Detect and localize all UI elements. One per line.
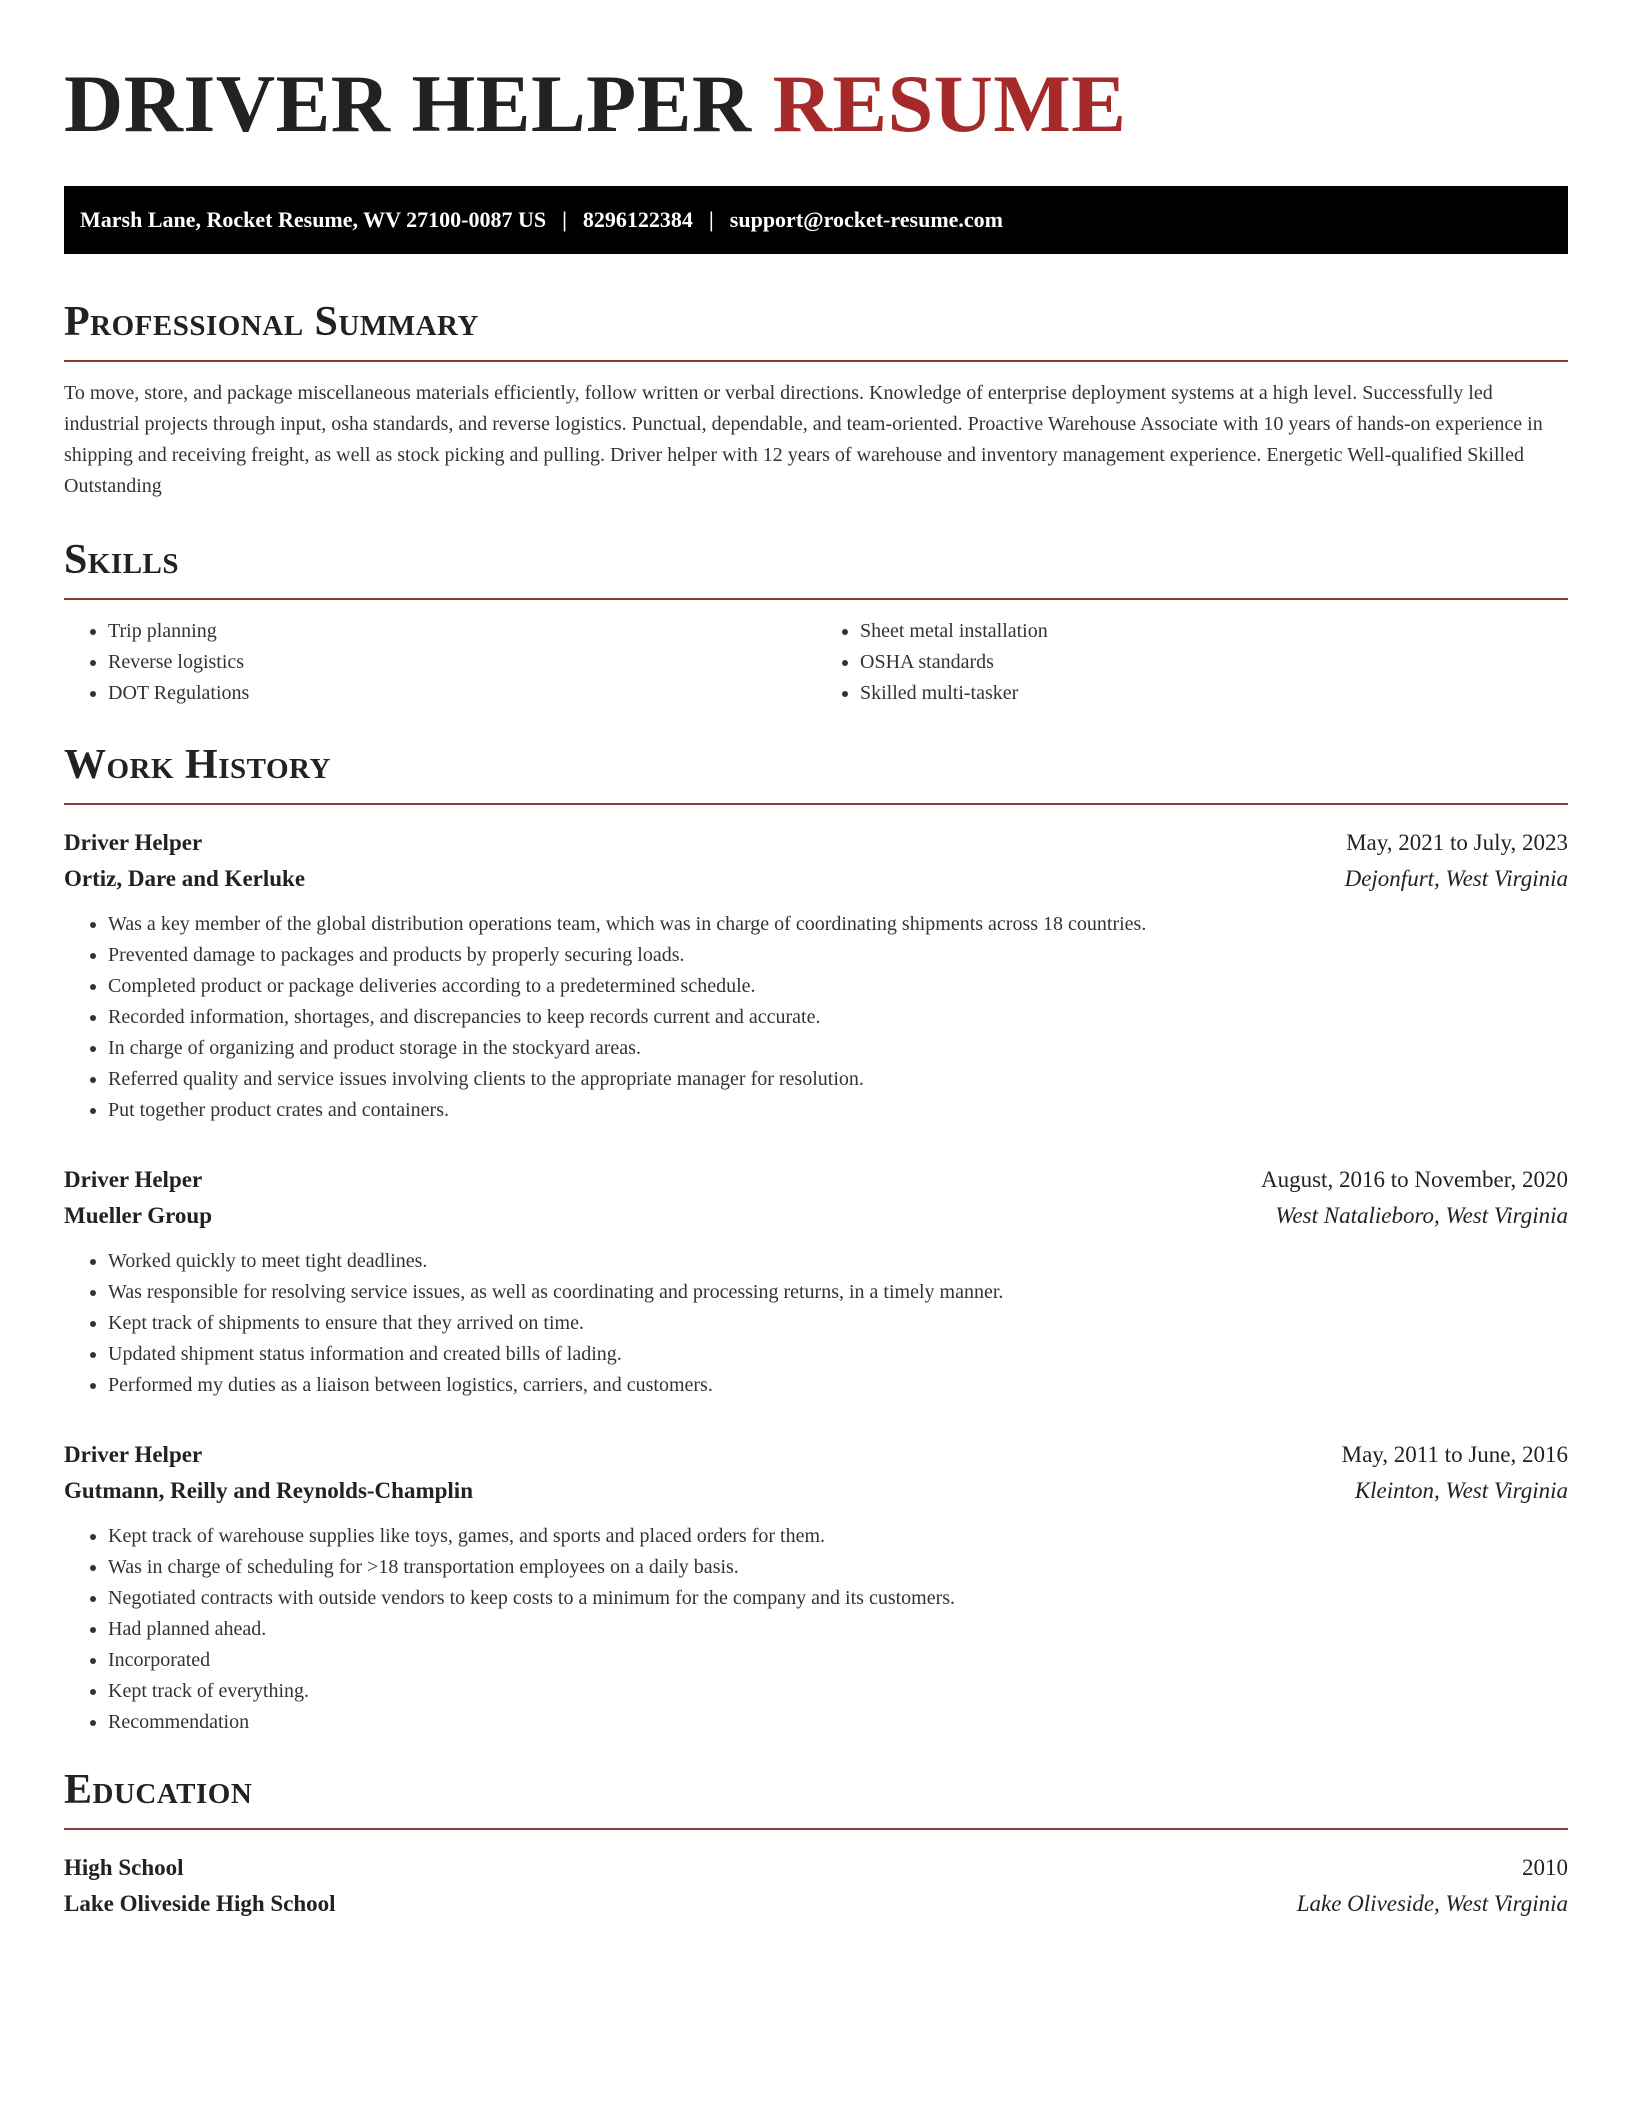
job-entry xyxy=(64,1437,1568,1738)
job-entry xyxy=(64,825,1568,1126)
job-bullet: • Completed product or package deliveries according to a predetermined schedule. xyxy=(108,971,1568,1002)
job-title: Driver Helper xyxy=(64,830,203,855)
education-heading: Education xyxy=(64,1767,253,1813)
job-header-row xyxy=(64,1437,1568,1473)
job-bullets xyxy=(64,1521,1568,1738)
job-bullet: • Negotiated contracts with outside vendors to keep costs to a minimum for the company and its customers. xyxy=(108,1583,1568,1614)
section-divider xyxy=(64,1828,1568,1830)
education-entry xyxy=(64,1850,1568,1922)
contact-email[interactable]: support@rocket-resume.com xyxy=(729,207,1003,232)
work-section xyxy=(64,741,1568,1738)
skills-heading: Skills xyxy=(64,537,180,583)
education-location: Lake Oliveside, West Virginia xyxy=(1296,1891,1568,1916)
summary-text: To move, store, and package miscellaneous materials efficiently, follow written or verbal directions. Knowledge of enterprise deployment systems at a high level. Successfully led industrial projects through input, osha standards, and reverse logistics. Punctual, dependable, and team-oriented. Proactive Warehouse Associate with 10 years of hands-on experience in shipping and receiving freight, as well as stock picking and pulling. Driver helper with 12 years of warehouse and inventory management experience. Energetic Well-qualified Skilled Outstanding xyxy=(64,382,1543,497)
resume-title xyxy=(64,0,1568,152)
education-degree: High School xyxy=(64,1855,184,1880)
skill-item: • Trip planning xyxy=(108,616,816,647)
title-main: DRIVER HELPER xyxy=(64,58,752,149)
job-bullet: • Performed my duties as a liaison between logistics, carriers, and customers. xyxy=(108,1370,1568,1401)
job-bullet: • Recommendation xyxy=(108,1707,1568,1738)
contact-separator: | xyxy=(708,207,714,232)
job-company: Ortiz, Dare and Kerluke xyxy=(64,866,306,891)
job-bullets xyxy=(64,909,1568,1126)
education-school-row xyxy=(64,1886,1568,1922)
job-bullet: • Was a key member of the global distribution operations team, which was in charge of coordinating shipments across 18 countries. xyxy=(108,909,1568,940)
education-year: 2010 xyxy=(1522,1855,1568,1880)
job-dates: May, 2021 to July, 2023 xyxy=(1346,830,1568,855)
job-bullets xyxy=(64,1246,1568,1401)
education-header-row xyxy=(64,1850,1568,1886)
contact-separator: | xyxy=(562,207,567,232)
job-bullet: • Kept track of warehouse supplies like toys, games, and sports and placed orders for them. xyxy=(108,1521,1568,1552)
skill-item: • Sheet metal installation xyxy=(860,616,1568,647)
job-bullet: • Had planned ahead. xyxy=(108,1614,1568,1645)
job-dates: August, 2016 to November, 2020 xyxy=(1261,1167,1568,1192)
section-divider xyxy=(64,360,1568,362)
summary-section xyxy=(64,298,1568,502)
job-entry xyxy=(64,1162,1568,1401)
skills-section xyxy=(64,536,1568,709)
contact-address: Marsh Lane, Rocket Resume, WV 27100-0087 US xyxy=(80,207,547,232)
job-location: Kleinton, West Virginia xyxy=(1354,1478,1568,1503)
job-header-row xyxy=(64,825,1568,861)
job-bullet: • Incorporated xyxy=(108,1645,1568,1676)
job-bullet: • Kept track of shipments to ensure that they arrived on time. xyxy=(108,1308,1568,1339)
job-company-row xyxy=(64,1473,1568,1509)
skills-column-left xyxy=(64,616,816,709)
job-bullet: • In charge of organizing and product storage in the stockyard areas. xyxy=(108,1033,1568,1064)
job-bullet: • Updated shipment status information and created bills of lading. xyxy=(108,1339,1568,1370)
job-bullet: • Recorded information, shortages, and discrepancies to keep records current and accurate. xyxy=(108,1002,1568,1033)
skill-item: • Skilled multi-tasker xyxy=(860,678,1568,709)
job-company-row xyxy=(64,861,1568,897)
skill-item: • Reverse logistics xyxy=(108,647,816,678)
job-dates: May, 2011 to June, 2016 xyxy=(1341,1442,1568,1467)
section-divider xyxy=(64,598,1568,600)
job-bullet: • Prevented damage to packages and products by properly securing loads. xyxy=(108,940,1568,971)
job-bullet: • Put together product crates and containers. xyxy=(108,1095,1568,1126)
skills-column-right xyxy=(816,616,1568,709)
job-location: West Natalieboro, West Virginia xyxy=(1275,1203,1568,1228)
education-section xyxy=(64,1766,1568,1922)
job-bullet: • Was in charge of scheduling for >18 transportation employees on a daily basis. xyxy=(108,1552,1568,1583)
skill-item: • DOT Regulations xyxy=(108,678,816,709)
job-bullet: • Was responsible for resolving service issues, as well as coordinating and processing returns, in a timely manner. xyxy=(108,1277,1568,1308)
job-company: Mueller Group xyxy=(64,1203,213,1228)
job-title: Driver Helper xyxy=(64,1167,203,1192)
job-bullet: • Worked quickly to meet tight deadlines. xyxy=(108,1246,1568,1277)
skill-item: • OSHA standards xyxy=(860,647,1568,678)
job-bullet: • Referred quality and service issues involving clients to the appropriate manager for resolution. xyxy=(108,1064,1568,1095)
summary-heading: Professional Summary xyxy=(64,299,479,345)
job-company: Gutmann, Reilly and Reynolds-Champlin xyxy=(64,1478,473,1503)
contact-bar xyxy=(64,186,1568,254)
section-divider xyxy=(64,803,1568,805)
job-location: Dejonfurt, West Virginia xyxy=(1344,866,1568,891)
education-school: Lake Oliveside High School xyxy=(64,1891,336,1916)
work-heading: Work History xyxy=(64,742,331,788)
title-accent: RESUME xyxy=(772,58,1127,149)
contact-phone[interactable]: 8296122384 xyxy=(582,207,693,232)
job-title: Driver Helper xyxy=(64,1442,203,1467)
job-bullet: • Kept track of everything. xyxy=(108,1676,1568,1707)
skills-list xyxy=(64,616,1568,709)
job-company-row xyxy=(64,1198,1568,1234)
job-header-row xyxy=(64,1162,1568,1198)
